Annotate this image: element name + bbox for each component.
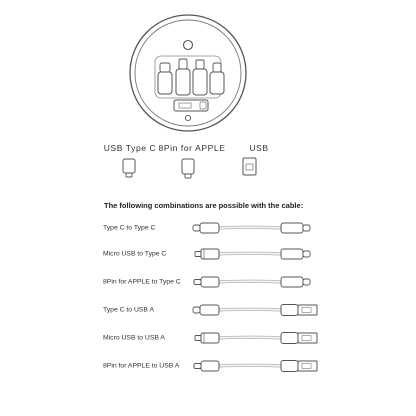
combination-label: Micro USB to USB A	[103, 334, 165, 342]
right-usb-c-connector-icon	[281, 249, 310, 259]
storage-case	[130, 15, 246, 131]
left-usb-c-connector-icon	[193, 305, 219, 315]
combination-label: Type C to USB A	[103, 306, 154, 314]
left-micro-usb-connector-icon	[195, 333, 219, 343]
combination-rows	[193, 223, 317, 372]
combination-label: 8Pin for APPLE to Type C	[103, 278, 181, 286]
legend-usb-a-icon	[243, 158, 256, 175]
right-usb-a-connector-icon	[281, 333, 317, 344]
left-usb-c-connector-icon	[193, 223, 219, 233]
8pin-apple-label: 8Pin for APPLE	[158, 143, 226, 153]
combination-label: Micro USB to Type C	[103, 250, 167, 258]
right-usb-a-connector-icon	[281, 305, 317, 316]
combinations-heading: The following combinations are possible with the cable:	[104, 201, 304, 210]
combination-row	[195, 333, 317, 344]
combination-label: 8Pin for APPLE to USB A	[103, 362, 180, 370]
stored-usb-a-plug	[174, 100, 208, 111]
combination-row	[194, 361, 317, 372]
combination-label: Type C to Type C	[103, 224, 156, 232]
combination-row	[193, 223, 310, 233]
usb-type-c-label: USB Type C	[103, 143, 157, 153]
combination-row	[193, 305, 317, 316]
right-usb-a-connector-icon	[281, 361, 317, 372]
combination-row	[195, 249, 310, 259]
usb-label: USB	[249, 143, 269, 153]
left-lightning-connector-icon	[194, 361, 219, 371]
combination-row	[194, 277, 310, 287]
left-lightning-connector-icon	[194, 277, 219, 287]
right-usb-c-connector-icon	[281, 223, 310, 233]
right-usb-c-connector-icon	[281, 277, 310, 287]
legend-lightning-icon	[182, 159, 194, 178]
left-micro-usb-connector-icon	[195, 249, 219, 259]
legend-usb-c-icon	[123, 159, 135, 177]
